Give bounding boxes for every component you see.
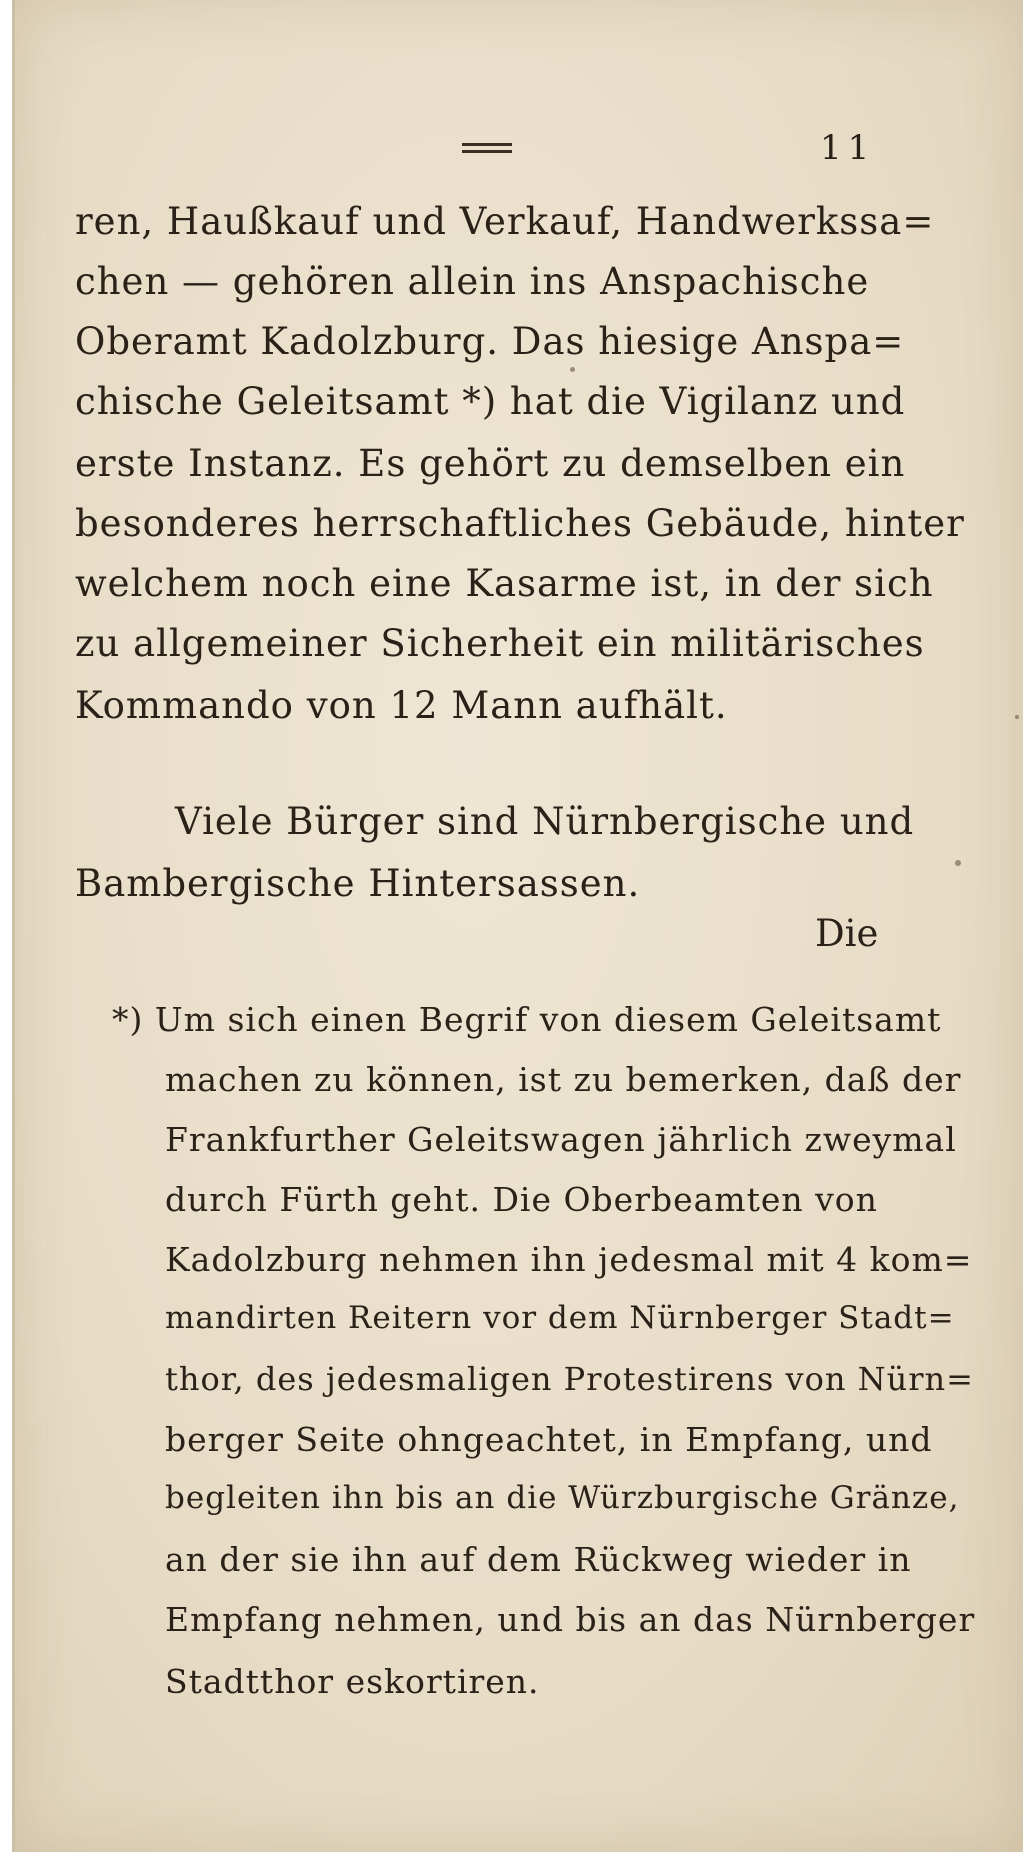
footnote-line: an der sie ihn auf dem Rückweg wieder in (165, 1540, 912, 1579)
text-line: Viele Bürger sind Nürnbergische und (175, 800, 915, 843)
footnote-line: durch Fürth geht. Die Oberbeamten von (165, 1180, 878, 1219)
paper-speck (955, 860, 961, 866)
paper-speck (570, 367, 575, 372)
footnote-line: Frankfurther Geleitswagen jährlich zweymal (165, 1120, 957, 1159)
text-line: Kommando von 12 Mann aufhält. (75, 684, 728, 727)
page-number: 11 (820, 128, 876, 168)
catchword: Die (815, 912, 879, 955)
paper-speck (1015, 715, 1019, 719)
footnote-line: Stadtthor eskortiren. (165, 1662, 540, 1701)
footnote-line: mandirten Reitern vor dem Nürnberger Stadt= (165, 1300, 955, 1336)
footnote-line: begleiten ihn bis an die Würzburgische Gränze, (165, 1480, 960, 1516)
footnote-line: machen zu können, ist zu bemerken, daß der (165, 1060, 962, 1099)
footnote-line: berger Seite ohngeachtet, in Empfang, und (165, 1420, 933, 1459)
text-line: Oberamt Kadolzburg. Das hiesige Anspa= (75, 320, 905, 363)
header-rule (462, 143, 512, 153)
text-line: chen — gehören allein ins Anspachische (75, 260, 870, 303)
footnote-line: Kadolzburg nehmen ihn jedesmal mit 4 kom= (165, 1240, 973, 1279)
text-line: besonderes herrschaftliches Gebäude, hinter (75, 502, 965, 545)
text-line: zu allgemeiner Sicherheit ein militärisches (75, 622, 925, 665)
text-line: chische Geleitsamt *) hat die Vigilanz und (75, 380, 906, 423)
footnote-line: thor, des jedesmaligen Protestirens von Nürn= (165, 1360, 974, 1398)
footnote-line: *) Um sich einen Begrif von diesem Geleitsamt (112, 1000, 942, 1039)
text-line: ren, Haußkauf und Verkauf, Handwerkssa= (75, 200, 935, 243)
text-line: welchem noch eine Kasarme ist, in der sich (75, 562, 934, 605)
text-line: erste Instanz. Es gehört zu demselben ein (75, 442, 906, 485)
footnote-line: Empfang nehmen, und bis an das Nürnberger (165, 1600, 976, 1639)
book-page (12, 0, 1023, 1852)
text-line: Bambergische Hintersassen. (75, 862, 641, 905)
